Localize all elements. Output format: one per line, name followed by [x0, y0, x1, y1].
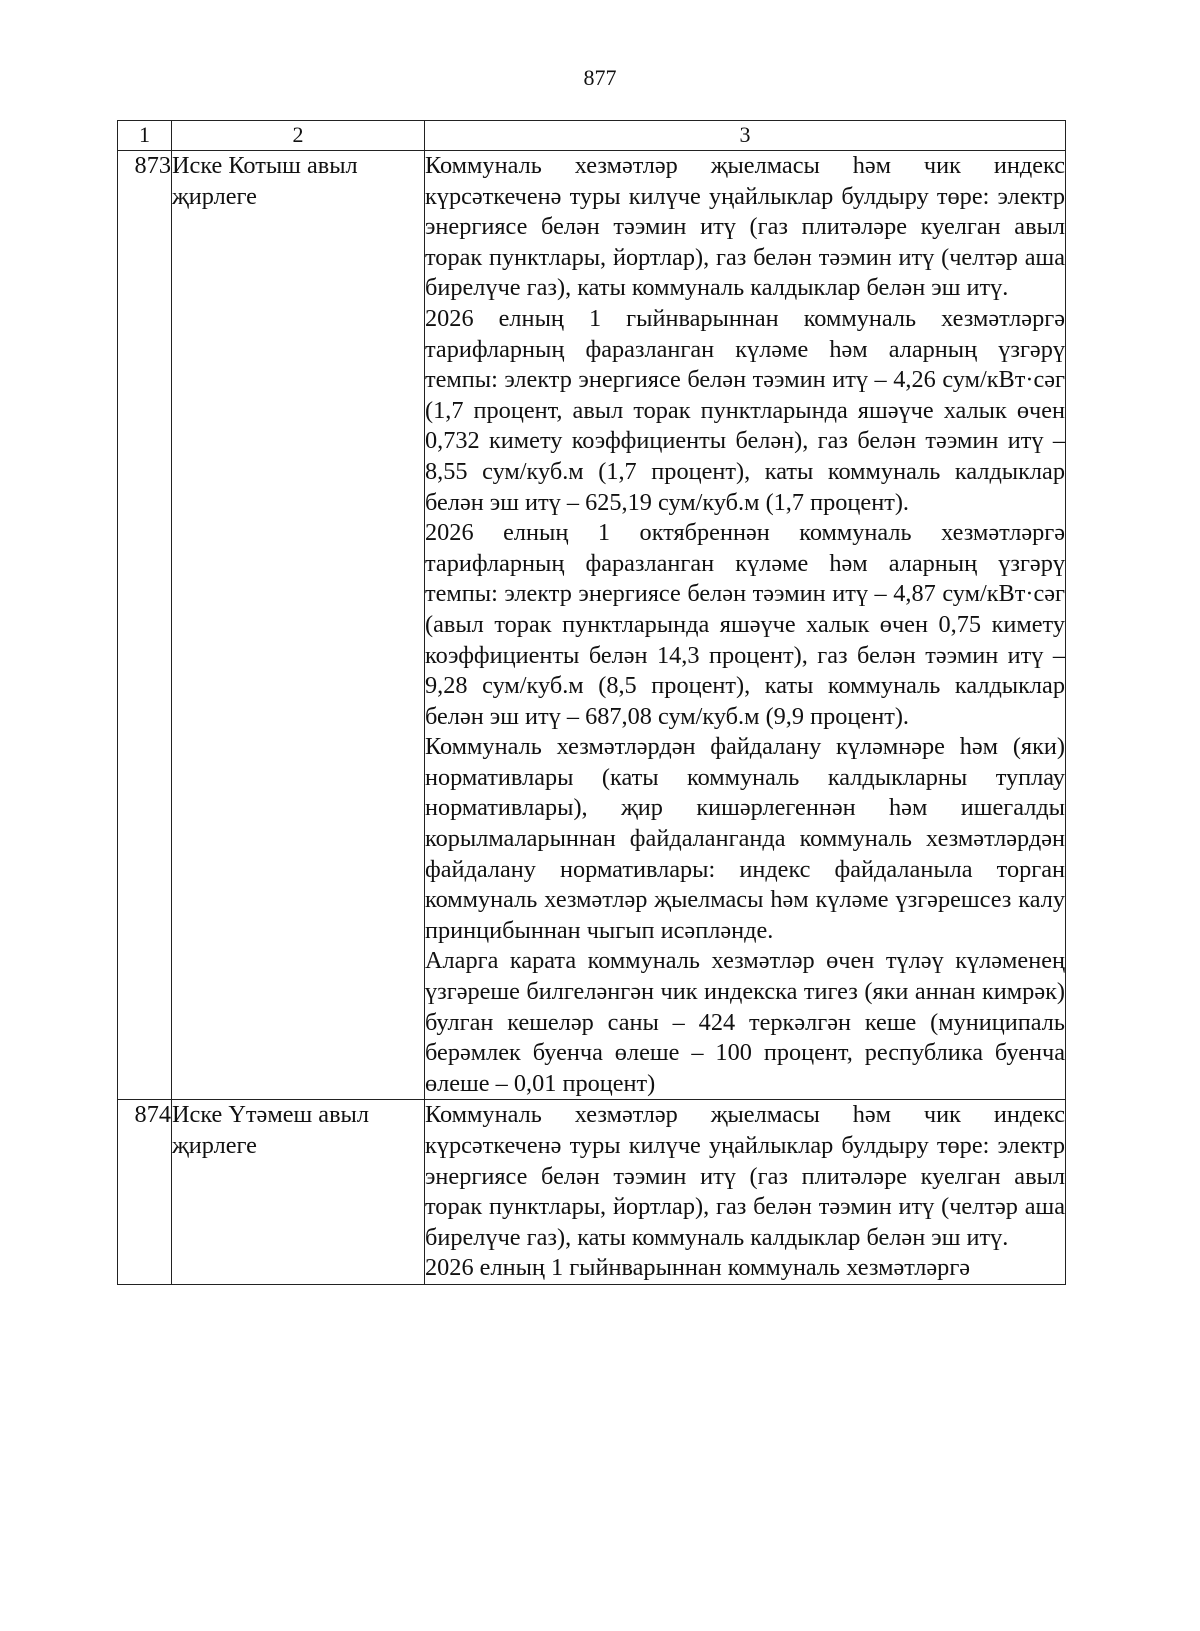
paragraph: Коммуналь хезмәтләрдән файдалану күләмнәре һәм (яки) нормативлары (каты коммуналь калдыкларны туплау нормативлары), җир кишәрлегеннән һәм ишегалды корылмаларыннан файдаланганда коммуналь хезмәтләрдән файдалану нормативлары: индекс файдаланыла торган коммуналь хезмәтләр җыелмасы һәм күләме үзгәрешсез калу принцибыннан чыгып исәпләнде. — [425, 733, 1065, 944]
page-number: 877 — [583, 65, 617, 90]
column-header-3: 3 — [425, 121, 1066, 151]
paragraph: Аларга карата коммуналь хезмәтләр өчен түләү күләменең үзгәреше билгеләнгән чик индекска тигез (яки аннан кимрәк) булган кешеләр саны – 424 теркәлгән кеше (муниципаль берәмлек буенча өлеше – 100 процент, республика буенча өлеше – 0,01 процент) — [425, 947, 1065, 1097]
paragraph: Коммуналь хезмәтләр җыелмасы һәм чик индекс күрсәткеченә туры килүче уңайлыклар булдыру төре: электр энергиясе белән тәэмин итү (газ плитәләре куелган авыл торак пунктлары, йортлар), газ белән тәэмин итү (челтәр аша бирелүче газ), каты коммуналь калдыклар белән эш итү. — [425, 152, 1065, 302]
paragraph: 2026 елның 1 гыйнварыннан коммуналь хезмәтләргә тарифларның фаразланган күләме һәм аларның үзгәрү темпы: электр энергиясе белән тәэмин итү – 4,26 сум/кВт·сәг (1,7 процент, авыл торак пунктларында яшәүче халык өчен 0,732 кимету коэффициенты белән), газ белән тәэмин итү – 8,55 сум/куб.м (1,7 процент), каты коммуналь калдыклар белән эш итү – 625,19 сум/куб.м (1,7 процент). — [425, 304, 1065, 516]
document-table — [117, 120, 1066, 1285]
row-number: 873 — [118, 151, 172, 1100]
row-number: 874 — [118, 1100, 172, 1285]
row-description — [425, 151, 1066, 1100]
settlement-name: Иске Үтәмеш авыл җирлеге — [172, 1100, 425, 1285]
row-description — [425, 1100, 1066, 1285]
table-header-row — [118, 121, 1066, 151]
paragraph: 2026 елның 1 октябреннән коммуналь хезмәтләргә тарифларның фаразланган күләме һәм аларның үзгәрү темпы: электр энергиясе белән тәэмин итү – 4,87 сум/кВт·сәг (авыл торак пунктларында яшәүче халык өчен 0,75 кимету коэффициенты белән 14,3 процент), газ белән тәэмин итү – 9,28 сум/куб.м (8,5 процент), каты коммуналь калдыклар белән эш итү – 687,08 сум/куб.м (9,9 процент). — [425, 519, 1065, 730]
paragraph: 2026 елның 1 гыйнварыннан коммуналь хезмәтләргә — [425, 1254, 971, 1282]
settlement-name: Иске Котыш авыл җирлеге — [172, 151, 425, 1100]
paragraph: Коммуналь хезмәтләр җыелмасы һәм чик индекс күрсәткеченә туры килүче уңайлыклар булдыру төре: электр энергиясе белән тәэмин итү (газ плитәләре куелган авыл торак пунктлары, йортлар), газ белән тәэмин итү (челтәр аша бирелүче газ), каты коммуналь калдыклар белән эш итү. — [425, 1101, 1065, 1251]
column-header-2: 2 — [172, 121, 425, 151]
table-row — [118, 151, 1066, 1100]
column-header-1: 1 — [118, 121, 172, 151]
table-row — [118, 1100, 1066, 1285]
